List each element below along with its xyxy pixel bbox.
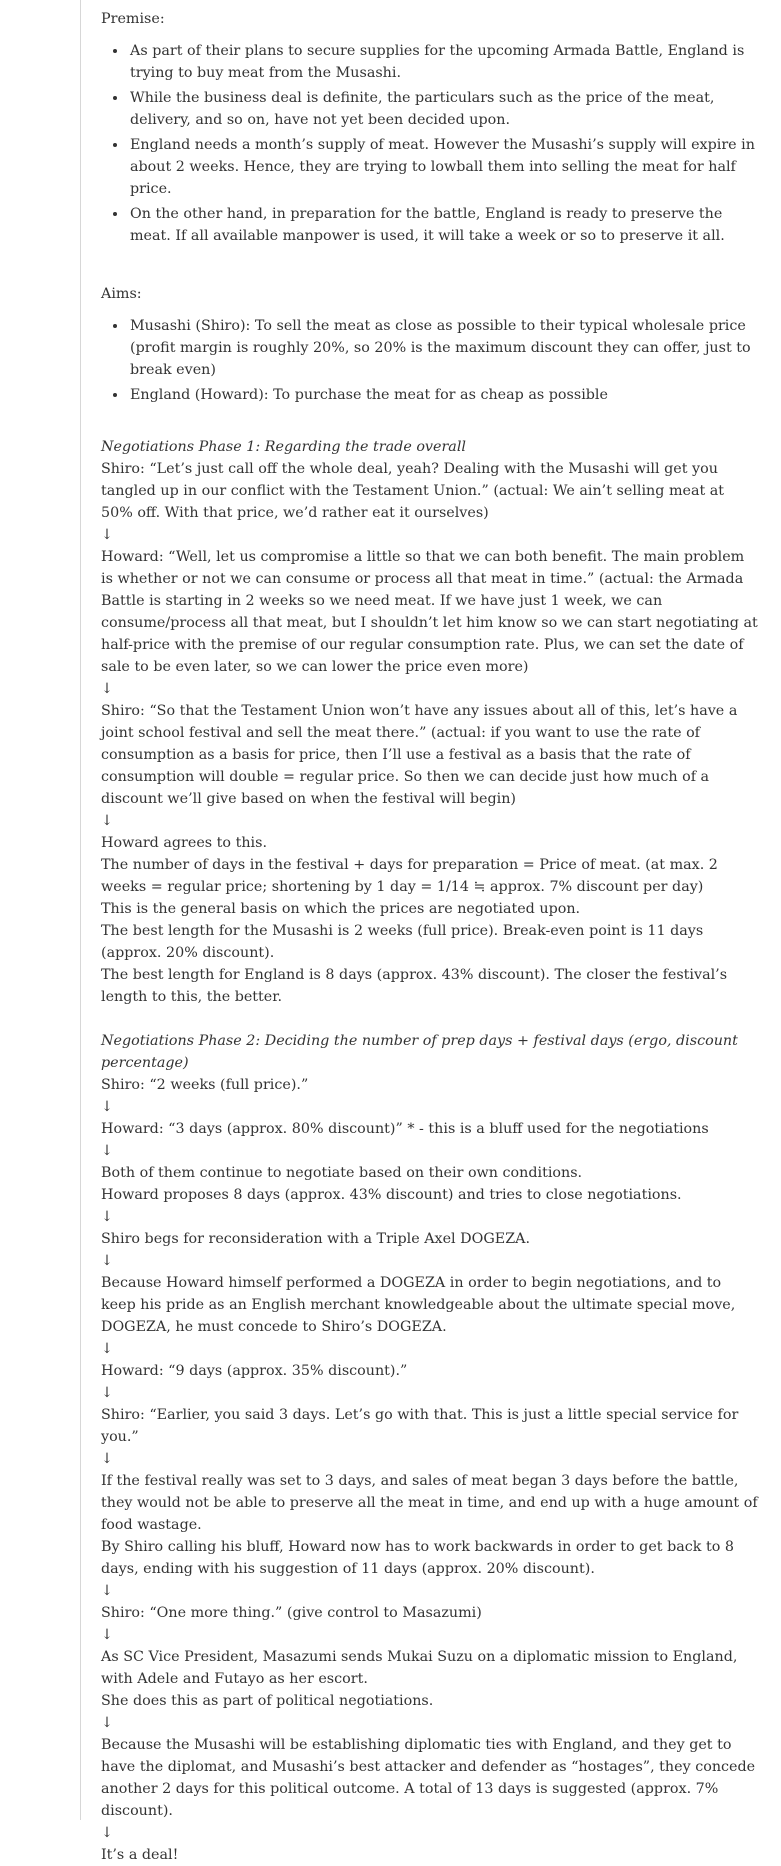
phase2-line: Howard proposes 8 days (approx. 43% discount) and tries to close negotiations. [101,1187,682,1203]
down-arrow-icon: ↓ [101,1209,113,1225]
spacer [101,255,760,283]
phase2-line: It’s a deal! [101,1847,179,1863]
phase1-title: Negotiations Phase 1: Regarding the trade overall [101,439,466,455]
premise-item: • While the business deal is definite, the particulars such as the price of the meat, delivery, and so on, have not yet been decided upon. [128,87,760,131]
phase2-line: By Shiro calling his bluff, Howard now has to work backwards in order to get back to 8 days, ending with his suggestion of 11 days (approx. 20% discount). [101,1539,734,1577]
down-arrow-icon: ↓ [101,1385,113,1401]
phase1-line: Shiro: “So that the Testament Union won’t have any issues about all of this, let’s have a joint school festival and sell the meat there.” (actual: if you want to use the rate of consumption as a basis for price, then I’ll use a festival as a basis that the rate of consumption will double = regular price. So then we can decide just how much of a discount we’ll give based on when the festival will begin) [101,703,738,807]
phase1-line: This is the general basis on which the prices are negotiated upon. [101,901,581,917]
down-arrow-icon: ↓ [101,1143,113,1159]
phase1-line: Howard: “Well, let us compromise a little so that we can both benefit. The main problem is whether or not we can consume or process all that meat in time.” (actual: the Armada Battle is starting in 2 weeks so we need meat. If we have just 1 week, we can consume/process all that meat, but I shouldn’t let him know so we can start negotiating at half-price with the premise of our regular consumption rate. Plus, we can set the date of sale to be even later, so we can lower the price even more) [101,549,758,675]
down-arrow-icon: ↓ [101,1825,113,1841]
down-arrow-icon: ↓ [101,681,113,697]
premise-list [101,40,760,247]
phase2-line: Both of them continue to negotiate based on their own conditions. [101,1165,583,1181]
phase2-line: Shiro: “2 weeks (full price).” [101,1077,309,1093]
spacer [101,1008,760,1030]
phase2-line: Because the Musashi will be establishing diplomatic ties with England, and they get to have the diplomat, and Musashi’s best attacker and defender as “hostages”, they concede another 2 days for this political outcome. A total of 13 days is suggested (approx. 7% discount). [101,1737,756,1819]
premise-item: • England needs a month’s supply of meat. However the Musashi’s supply will expire in about 2 weeks. Hence, they are trying to lowball them into selling the meat for half price. [128,134,760,200]
phase2-line: She does this as part of political negotiations. [101,1693,434,1709]
down-arrow-icon: ↓ [101,1099,113,1115]
down-arrow-icon: ↓ [101,813,113,829]
phase1-line: The number of days in the festival + days for preparation = Price of meat. (at max. 2 weeks = regular price; shortening by 1 day = 1/14 ≒ approx. 7% discount per day) [101,857,718,895]
phase1-line: Shiro: “Let’s just call off the whole deal, yeah? Dealing with the Musashi will get you tangled up in our conflict with the Testament Union.” (actual: We ain’t selling meat at 50% off. With that price, we’d rather eat it ourselves) [101,461,725,521]
down-arrow-icon: ↓ [101,1341,113,1357]
phase2-line: Shiro begs for reconsideration with a Triple Axel DOGEZA. [101,1231,531,1247]
aims-item: • Musashi (Shiro): To sell the meat as close as possible to their typical wholesale price (profit margin is roughly 20%, so 20% is the maximum discount they can offer, just to break even) [128,315,760,381]
spacer [101,414,760,436]
phase2-line: If the festival really was set to 3 days, and sales of meat began 3 days before the battle, they would not be able to preserve all the meat in time, and end up with a huge amount of food wastage. [101,1473,758,1533]
phase2-line: Shiro: “One more thing.” (give control to Masazumi) [101,1605,482,1621]
phase2-lines [101,1074,760,1866]
phase2-title: Negotiations Phase 2: Deciding the number of prep days + festival days (ergo, discount percentage) [101,1033,738,1071]
phase1-line: The best length for England is 8 days (approx. 43% discount). The closer the festival’s length to this, the better. [101,967,728,1005]
phase2-line: As SC Vice President, Masazumi sends Mukai Suzu on a diplomatic mission to England, with Adele and Futayo as her escort. [101,1649,738,1687]
phase2-line: Howard: “3 days (approx. 80% discount)” * - this is a bluff used for the negotiations [101,1121,709,1137]
phase2-line: Shiro: “Earlier, you said 3 days. Let’s go with that. This is just a little special service for you.” [101,1407,739,1445]
left-margin [0,0,80,1820]
down-arrow-icon: ↓ [101,1253,113,1269]
premise-item: • On the other hand, in preparation for the battle, England is ready to preserve the meat. If all available manpower is used, it will take a week or so to preserve it all. [128,203,760,247]
phase1-line: The best length for the Musashi is 2 weeks (full price). Break-even point is 11 days (approx. 20% discount). [101,923,704,961]
down-arrow-icon: ↓ [101,527,113,543]
aims-heading: Aims: [101,286,142,302]
aims-item: • England (Howard): To purchase the meat for as cheap as possible [128,384,760,406]
post-body [80,0,760,1863]
down-arrow-icon: ↓ [101,1627,113,1643]
premise-item: • As part of their plans to secure supplies for the upcoming Armada Battle, England is trying to buy meat from the Musashi. [128,40,760,84]
phase1-lines [101,458,760,1008]
premise-heading: Premise: [101,11,165,27]
phase2-line: Howard: “9 days (approx. 35% discount).” [101,1363,408,1379]
down-arrow-icon: ↓ [101,1451,113,1467]
phase1-line: Howard agrees to this. [101,835,267,851]
aims-list [101,315,760,406]
down-arrow-icon: ↓ [101,1715,113,1731]
phase2-line: Because Howard himself performed a DOGEZA in order to begin negotiations, and to keep his pride as an English merchant knowledgeable about the ultimate special move, DOGEZA, he must concede to Shiro’s DOGEZA. [101,1275,736,1335]
down-arrow-icon: ↓ [101,1583,113,1599]
